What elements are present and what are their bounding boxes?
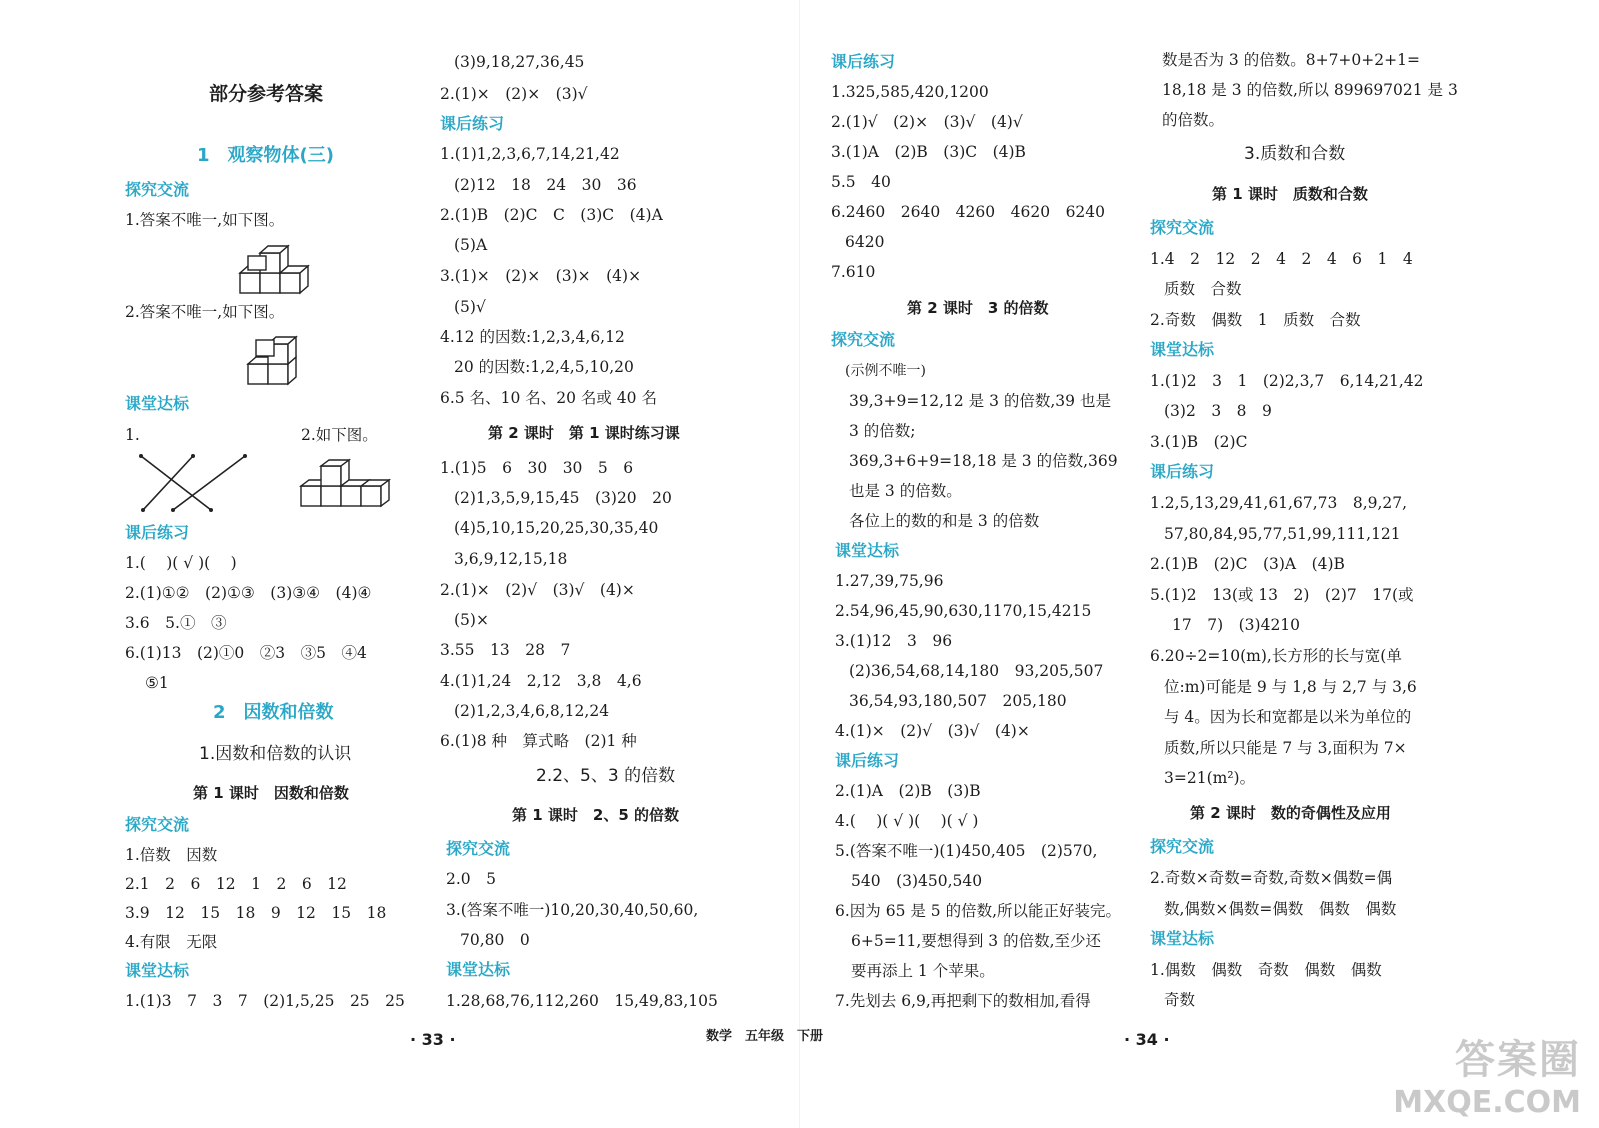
answer-line: 5.(1)2 13(或 13 2) (2)7 17(或 [1150,586,1414,604]
answer-line: 1.答案不唯一,如下图。 [125,211,285,229]
answer-line: 540 (3)450,540 [851,872,983,890]
answer-line: 1.2,5,13,29,41,61,67,73 8,9,27, [1150,494,1408,512]
answer-line: 7.先划去 6,9,再把剩下的数相加,看得 [835,992,1091,1010]
answer-line: (5)A [454,236,488,254]
answer-line: 5.(答案不唯一)(1)450,405 (2)570, [835,842,1098,860]
book-info-footer: 数学 五年级 下册 [706,1029,824,1044]
lesson-heading: 第 2 课时 数的奇偶性及应用 [1190,804,1391,822]
page-title: 部分参考答案 [209,83,324,105]
answer-line: 与 4。因为长和宽都是以米为单位的 [1164,708,1412,726]
page-number: · 33 · [410,1030,456,1049]
answer-line: ⑤1 [145,674,169,692]
answer-line: 2.(1)B (2)C (3)A (4)B [1150,555,1345,573]
answer-line: 1.( )( √ )( ) [125,554,237,572]
answer-line: 1.倍数 因数 [125,846,218,864]
matching-lines-figure [133,450,253,516]
answer-line: 1.28,68,76,112,260 15,49,83,105 [446,992,718,1010]
section-tanjiu: 探究交流 [1150,218,1215,237]
section-kehou: 课后练习 [835,751,900,770]
answer-line: 3.(1)B (2)C [1150,433,1248,451]
answer-line: 4.12 的因数:1,2,3,4,6,12 [440,328,625,346]
answer-line: 数是否为 3 的倍数。8+7+0+2+1= [1162,51,1420,69]
answer-line: 位:m)可能是 9 与 1,8 与 2,7 与 3,6 [1164,678,1417,696]
answer-line: 也是 3 的倍数。 [849,482,962,500]
answer-line: 3.(1)12 3 96 [835,632,953,650]
answer-line: 57,80,84,95,77,51,99,111,121 [1164,525,1401,543]
section-tanjiu: 探究交流 [446,839,511,858]
chapter-2-heading: 2 因数和倍数 [213,702,334,723]
answer-line: 1.偶数 偶数 奇数 偶数 偶数 [1150,961,1382,979]
section-ketang: 课堂达标 [446,960,511,979]
answer-line: 要再添上 1 个苹果。 [851,962,995,980]
section-tanjiu: 探究交流 [831,330,896,349]
answer-line: 2.奇数 偶数 1 质数 合数 [1150,311,1361,329]
lesson-heading: 第 2 课时 3 的倍数 [907,299,1049,317]
subsection-heading: 1.因数和倍数的认识 [199,744,352,764]
answer-line: 36,54,93,180,507 205,180 [849,692,1067,710]
answer-line: 6+5=11,要想得到 3 的倍数,至少还 [851,932,1101,950]
answer-line: (2)1,2,3,4,6,8,12,24 [454,702,610,720]
section-tanjiu: 探究交流 [1150,837,1215,856]
answer-line: (5)√ [454,298,486,316]
answer-line: (2)1,3,5,9,15,45 (3)20 20 [454,489,672,507]
answer-line: 6.5 名、10 名、20 名或 40 名 [440,389,657,407]
page-number: · 34 · [1124,1030,1170,1049]
answer-line: 2.(1)A (2)B (3)B [835,782,981,800]
answer-line: 2.1 2 6 12 1 2 6 12 [125,875,347,893]
section-ketang: 课堂达标 [835,541,900,560]
answer-line: 3 的倍数; [849,422,916,440]
answer-line: 6.因为 65 是 5 的倍数,所以能正好装完。 [835,902,1122,920]
page-33 [0,0,799,1128]
answer-line: 1.(1)3 7 3 7 (2)1,5,25 25 25 [125,992,405,1010]
answer-line: 2.(1)× (2)√ (3)√ (4)× [440,581,635,599]
answer-line: 4.有限 无限 [125,933,218,951]
answer-line: 1.27,39,75,96 [835,572,944,590]
answer-line: (3)9,18,27,36,45 [454,53,585,71]
answer-line: 17 7) (3)4210 [1172,616,1301,634]
answer-line: 2.奇数×奇数=奇数,奇数×偶数=偶 [1150,869,1393,887]
answer-line: 1.(1)2 3 1 (2)2,3,7 6,14,21,42 [1150,372,1424,390]
answer-line: 3.6 5.① ③ [125,614,227,632]
answer-line: 369,3+6+9=18,18 是 3 的倍数,369 [849,452,1118,470]
answer-line: 3,6,9,12,15,18 [454,550,568,568]
chapter-1-heading: 1 观察物体(三) [197,145,334,166]
answer-line: 6.2460 2640 4260 4620 6240 [831,203,1106,221]
cube-figure-2 [243,326,313,386]
answer-line: (5)× [454,611,489,629]
answer-line: 奇数 [1164,991,1196,1009]
answer-line: 2.54,96,45,90,630,1170,15,4215 [835,602,1092,620]
watermark [1393,1028,1581,1120]
answer-line: 质数 合数 [1164,280,1242,298]
section-ketang: 课堂达标 [125,394,190,413]
answer-line: 6.(1)13 (2)①0 ②3 ③5 ④4 [125,644,367,662]
answer-line: 3.9 12 15 18 9 12 15 18 [125,904,387,922]
section-ketang: 课堂达标 [1150,340,1215,359]
answer-line: 6.(1)8 种 算式略 (2)1 种 [440,732,637,750]
answer-line: (3)2 3 8 9 [1164,402,1272,420]
answer-line: 4.(1)× (2)√ (3)√ (4)× [835,722,1030,740]
answer-line: (2)36,54,68,14,180 93,205,507 [849,662,1104,680]
answer-line: (示例不唯一) [845,363,926,379]
answer-line: 质数,所以只能是 7 与 3,面积为 7× [1164,739,1407,757]
subsection-heading: 3.质数和合数 [1244,144,1346,164]
answer-line: (4)5,10,15,20,25,30,35,40 [454,519,659,537]
cube-figure-1 [237,238,312,296]
answer-line: 2.答案不唯一,如下图。 [125,303,285,321]
answer-line: 各位上的数的和是 3 的倍数 [849,512,1040,530]
answer-line: 2.(1)①② (2)①③ (3)③④ (4)④ [125,584,372,602]
answer-line: 20 的因数:1,2,4,5,10,20 [454,358,634,376]
answer-line: 2.如下图。 [301,426,378,444]
section-ketang: 课堂达标 [125,961,190,980]
answer-line: 的倍数。 [1162,111,1225,129]
answer-line: 70,80 0 [460,931,530,949]
answer-line: 1.(1)1,2,3,6,7,14,21,42 [440,145,620,163]
section-kehou: 课后练习 [125,523,190,542]
answer-line: 数,偶数×偶数=偶数 偶数 偶数 [1164,900,1397,918]
answer-line: 39,3+9=12,12 是 3 的倍数,39 也是 [849,392,1111,410]
subsection-heading: 2.2、5、3 的倍数 [536,766,676,786]
answer-line: 6420 [845,233,885,251]
answer-line: 4.(1)1,24 2,12 3,8 4,6 [440,672,642,690]
answer-line: 3.55 13 28 7 [440,641,571,659]
section-tanjiu: 探究交流 [125,815,190,834]
lesson-heading: 第 1 课时 2、5 的倍数 [512,806,679,824]
answer-line: 3.(1)A (2)B (3)C (4)B [831,143,1026,161]
lesson-heading: 第 1 课时 因数和倍数 [193,784,349,802]
section-ketang: 课堂达标 [1150,929,1215,948]
answer-line: 1.(1)5 6 30 30 5 6 [440,459,634,477]
answer-line: (2)12 18 24 30 36 [454,176,637,194]
lesson-heading: 第 2 课时 第 1 课时练习课 [488,424,680,442]
lesson-heading: 第 1 课时 质数和合数 [1212,185,1368,203]
section-kehou: 课后练习 [1150,462,1215,481]
answer-line: 3=21(m²)。 [1164,769,1256,787]
watermark-url: MXQE.COM [1393,1085,1581,1120]
section-kehou: 课后练习 [831,52,896,71]
answer-line: 7.610 [831,263,876,281]
answer-line: 3.(1)× (2)× (3)× (4)× [440,267,642,285]
cube-figure-3 [297,458,393,510]
section-kehou: 课后练习 [440,114,505,133]
answer-line: 2.0 5 [446,870,497,888]
answer-line: 1.325,585,420,1200 [831,83,989,101]
answer-line: 1.4 2 12 2 4 2 4 6 1 4 [1150,250,1413,268]
answer-line: 3.(答案不唯一)10,20,30,40,50,60, [446,901,699,919]
answer-line: 2.(1)√ (2)× (3)√ (4)√ [831,113,1023,131]
answer-line: 6.20÷2=10(m),长方形的长与宽(单 [1150,647,1402,665]
watermark-text: 答案圈 [1455,1037,1581,1083]
answer-line: 4.( )( √ )( )( √ ) [835,812,979,830]
answer-line: 2.(1)× (2)× (3)√ [440,85,588,103]
answer-line: 5.5 40 [831,173,891,191]
answer-line: 1. [125,426,140,444]
answer-line: 18,18 是 3 的倍数,所以 899697021 是 3 [1162,81,1458,99]
section-tanjiu: 探究交流 [125,180,190,199]
page-34 [800,0,1599,1128]
answer-line: 2.(1)B (2)C C (3)C (4)A [440,206,663,224]
